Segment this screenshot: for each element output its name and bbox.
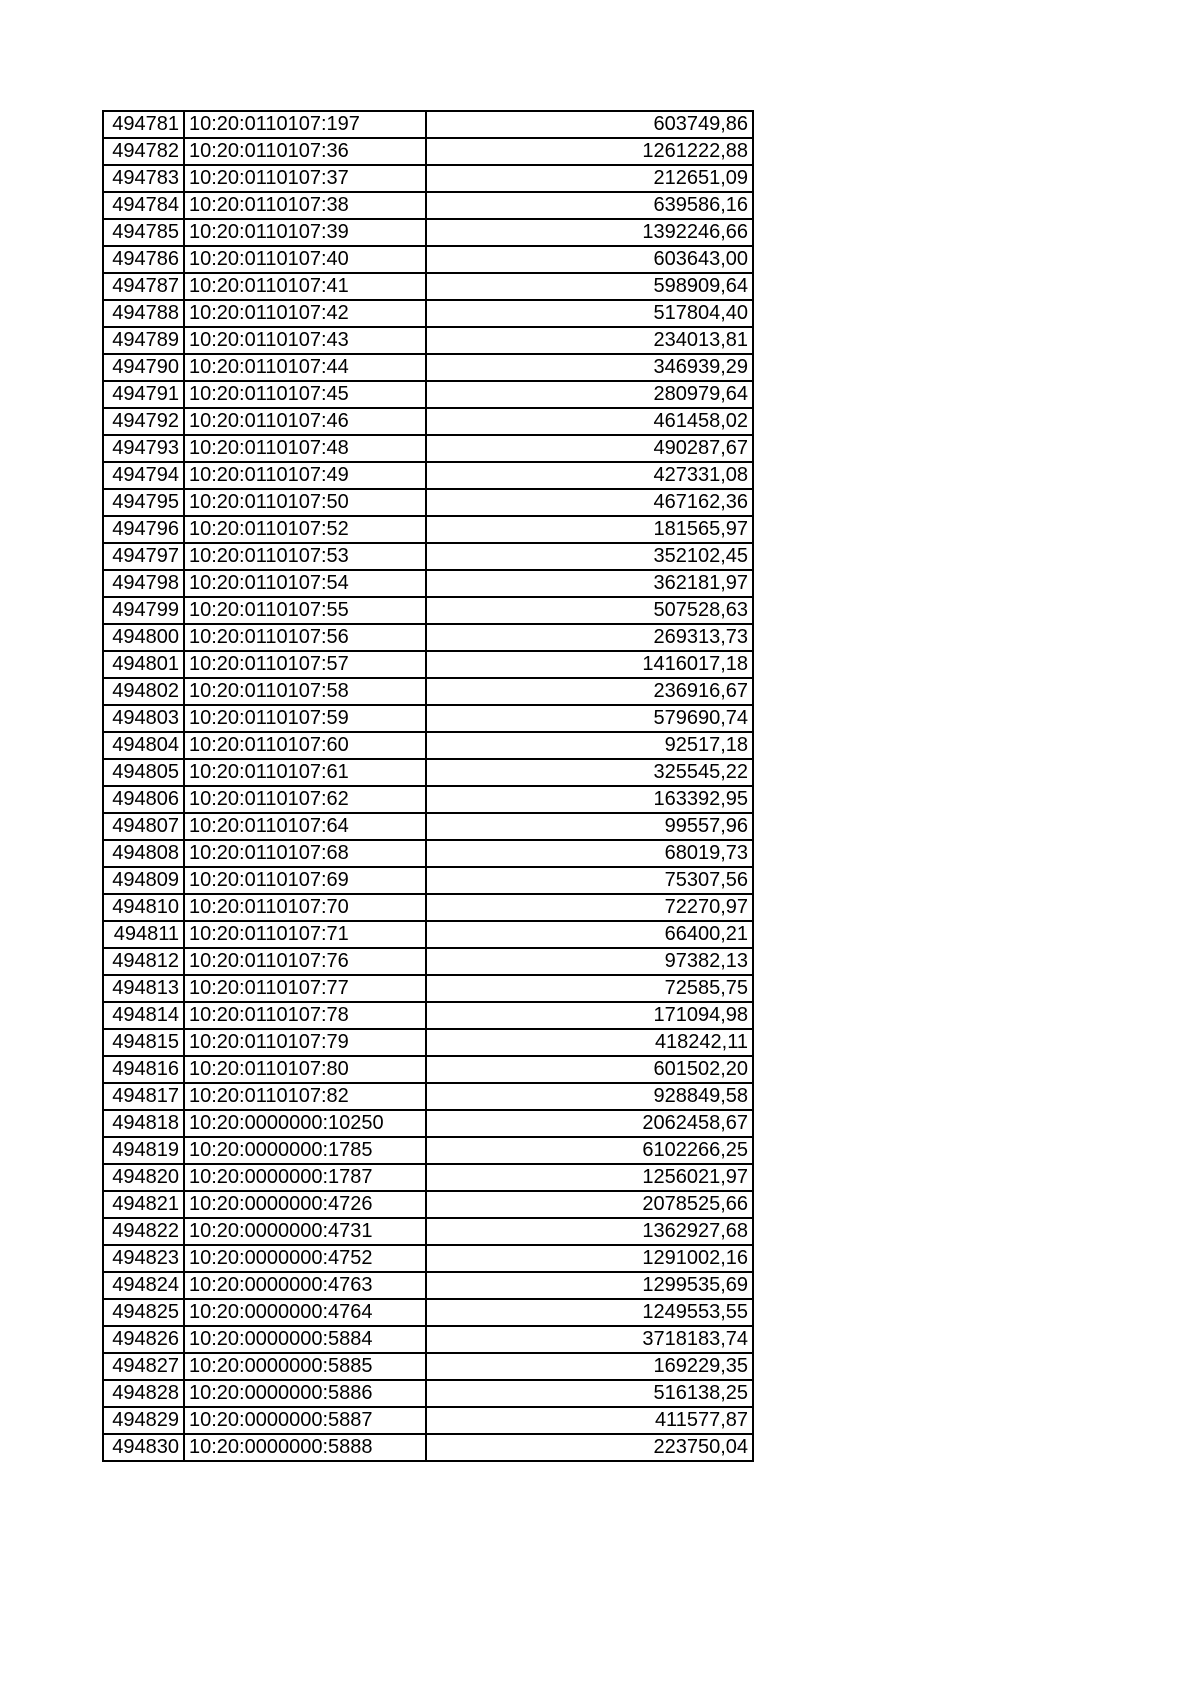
row-number-cell: 494821 [103,1191,184,1218]
cadastral-number-cell: 10:20:0110107:77 [184,975,426,1002]
table-row [103,1191,753,1218]
row-number-cell: 494803 [103,705,184,732]
row-number-cell: 494815 [103,1029,184,1056]
cadastral-number-cell: 10:20:0110107:55 [184,597,426,624]
row-number-cell: 494781 [103,111,184,138]
table-row [103,1002,753,1029]
cadastral-number-cell: 10:20:0000000:4764 [184,1299,426,1326]
row-number-cell: 494830 [103,1434,184,1461]
row-number-cell: 494806 [103,786,184,813]
row-number-cell: 494785 [103,219,184,246]
value-cell: 603643,00 [426,246,753,273]
value-cell: 1249553,55 [426,1299,753,1326]
cadastral-number-cell: 10:20:0110107:80 [184,1056,426,1083]
value-cell: 68019,73 [426,840,753,867]
cadastral-number-cell: 10:20:0110107:64 [184,813,426,840]
value-cell: 72270,97 [426,894,753,921]
value-cell: 346939,29 [426,354,753,381]
row-number-cell: 494804 [103,732,184,759]
table-row [103,516,753,543]
cadastral-number-cell: 10:20:0000000:1787 [184,1164,426,1191]
value-cell: 427331,08 [426,462,753,489]
table-row [103,1407,753,1434]
table-row [103,1029,753,1056]
cadastral-number-cell: 10:20:0110107:58 [184,678,426,705]
table-row [103,597,753,624]
value-cell: 234013,81 [426,327,753,354]
value-cell: 75307,56 [426,867,753,894]
table-row [103,138,753,165]
row-number-cell: 494818 [103,1110,184,1137]
cadastral-number-cell: 10:20:0110107:52 [184,516,426,543]
value-cell: 1299535,69 [426,1272,753,1299]
table-row [103,300,753,327]
row-number-cell: 494810 [103,894,184,921]
cadastral-number-cell: 10:20:0000000:5887 [184,1407,426,1434]
value-cell: 467162,36 [426,489,753,516]
value-cell: 236916,67 [426,678,753,705]
cadastral-number-cell: 10:20:0110107:48 [184,435,426,462]
table-row [103,246,753,273]
row-number-cell: 494788 [103,300,184,327]
cadastral-number-cell: 10:20:0110107:44 [184,354,426,381]
cadastral-number-cell: 10:20:0110107:41 [184,273,426,300]
table-row [103,786,753,813]
value-cell: 598909,64 [426,273,753,300]
cadastral-number-cell: 10:20:0110107:39 [184,219,426,246]
row-number-cell: 494814 [103,1002,184,1029]
table-row [103,1326,753,1353]
cadastral-number-cell: 10:20:0110107:61 [184,759,426,786]
value-cell: 181565,97 [426,516,753,543]
row-number-cell: 494794 [103,462,184,489]
value-cell: 362181,97 [426,570,753,597]
cadastral-number-cell: 10:20:0000000:10250 [184,1110,426,1137]
cadastral-number-cell: 10:20:0110107:40 [184,246,426,273]
cadastral-number-cell: 10:20:0110107:56 [184,624,426,651]
table-row [103,1218,753,1245]
row-number-cell: 494820 [103,1164,184,1191]
value-cell: 1291002,16 [426,1245,753,1272]
value-cell: 66400,21 [426,921,753,948]
cadastral-number-cell: 10:20:0110107:69 [184,867,426,894]
value-cell: 352102,45 [426,543,753,570]
value-cell: 579690,74 [426,705,753,732]
cadastral-number-cell: 10:20:0000000:5884 [184,1326,426,1353]
cadastral-number-cell: 10:20:0110107:37 [184,165,426,192]
row-number-cell: 494791 [103,381,184,408]
table-row [103,1164,753,1191]
value-cell: 212651,09 [426,165,753,192]
table-row [103,1056,753,1083]
cadastral-number-cell: 10:20:0110107:70 [184,894,426,921]
value-cell: 639586,16 [426,192,753,219]
row-number-cell: 494809 [103,867,184,894]
value-cell: 1261222,88 [426,138,753,165]
row-number-cell: 494801 [103,651,184,678]
value-cell: 601502,20 [426,1056,753,1083]
cadastral-number-cell: 10:20:0110107:71 [184,921,426,948]
table-row [103,867,753,894]
row-number-cell: 494784 [103,192,184,219]
cadastral-number-cell: 10:20:0000000:4763 [184,1272,426,1299]
table-row [103,1110,753,1137]
table-row [103,678,753,705]
value-cell: 269313,73 [426,624,753,651]
row-number-cell: 494812 [103,948,184,975]
cadastral-number-cell: 10:20:0110107:82 [184,1083,426,1110]
cadastral-number-cell: 10:20:0000000:5885 [184,1353,426,1380]
row-number-cell: 494782 [103,138,184,165]
cadastral-number-cell: 10:20:0110107:76 [184,948,426,975]
table-row [103,381,753,408]
value-cell: 99557,96 [426,813,753,840]
row-number-cell: 494790 [103,354,184,381]
value-cell: 72585,75 [426,975,753,1002]
row-number-cell: 494789 [103,327,184,354]
table-row [103,1137,753,1164]
value-cell: 280979,64 [426,381,753,408]
row-number-cell: 494783 [103,165,184,192]
value-cell: 411577,87 [426,1407,753,1434]
row-number-cell: 494800 [103,624,184,651]
table-row [103,1380,753,1407]
row-number-cell: 494828 [103,1380,184,1407]
cadastral-number-cell: 10:20:0110107:197 [184,111,426,138]
table-row [103,219,753,246]
cadastral-number-cell: 10:20:0000000:4731 [184,1218,426,1245]
value-cell: 1362927,68 [426,1218,753,1245]
value-cell: 163392,95 [426,786,753,813]
table-row [103,975,753,1002]
value-cell: 517804,40 [426,300,753,327]
value-cell: 6102266,25 [426,1137,753,1164]
table-row [103,570,753,597]
row-number-cell: 494792 [103,408,184,435]
row-number-cell: 494826 [103,1326,184,1353]
value-cell: 3718183,74 [426,1326,753,1353]
table-row [103,948,753,975]
table-row [103,1245,753,1272]
row-number-cell: 494823 [103,1245,184,1272]
row-number-cell: 494793 [103,435,184,462]
value-cell: 2078525,66 [426,1191,753,1218]
table-row [103,624,753,651]
value-cell: 603749,86 [426,111,753,138]
row-number-cell: 494807 [103,813,184,840]
cadastral-number-cell: 10:20:0110107:45 [184,381,426,408]
value-cell: 97382,13 [426,948,753,975]
row-number-cell: 494798 [103,570,184,597]
value-cell: 92517,18 [426,732,753,759]
table-row [103,1434,753,1461]
cadastral-number-cell: 10:20:0000000:4726 [184,1191,426,1218]
value-cell: 516138,25 [426,1380,753,1407]
row-number-cell: 494824 [103,1272,184,1299]
table-row [103,840,753,867]
cadastral-number-cell: 10:20:0110107:43 [184,327,426,354]
value-cell: 171094,98 [426,1002,753,1029]
row-number-cell: 494817 [103,1083,184,1110]
table-row [103,705,753,732]
row-number-cell: 494799 [103,597,184,624]
table-row [103,894,753,921]
value-cell: 1392246,66 [426,219,753,246]
value-cell: 461458,02 [426,408,753,435]
value-cell: 507528,63 [426,597,753,624]
cadastral-number-cell: 10:20:0110107:42 [184,300,426,327]
table-row [103,354,753,381]
row-number-cell: 494825 [103,1299,184,1326]
table-row [103,435,753,462]
table-row [103,1083,753,1110]
row-number-cell: 494822 [103,1218,184,1245]
row-number-cell: 494829 [103,1407,184,1434]
table-row [103,327,753,354]
cadastral-number-cell: 10:20:0110107:62 [184,786,426,813]
table-row [103,732,753,759]
value-cell: 169229,35 [426,1353,753,1380]
cadastral-number-cell: 10:20:0110107:57 [184,651,426,678]
cadastral-number-cell: 10:20:0110107:60 [184,732,426,759]
table-row [103,408,753,435]
value-cell: 1256021,97 [426,1164,753,1191]
value-cell: 223750,04 [426,1434,753,1461]
row-number-cell: 494787 [103,273,184,300]
row-number-cell: 494797 [103,543,184,570]
value-cell: 928849,58 [426,1083,753,1110]
cadastral-number-cell: 10:20:0110107:68 [184,840,426,867]
cadastral-number-cell: 10:20:0000000:5886 [184,1380,426,1407]
row-number-cell: 494827 [103,1353,184,1380]
row-number-cell: 494808 [103,840,184,867]
cadastral-number-cell: 10:20:0110107:79 [184,1029,426,1056]
table-row [103,192,753,219]
cadastral-number-cell: 10:20:0110107:59 [184,705,426,732]
value-cell: 325545,22 [426,759,753,786]
row-number-cell: 494813 [103,975,184,1002]
cadastral-number-cell: 10:20:0110107:49 [184,462,426,489]
cadastral-number-cell: 10:20:0000000:1785 [184,1137,426,1164]
row-number-cell: 494795 [103,489,184,516]
row-number-cell: 494805 [103,759,184,786]
table-row [103,543,753,570]
table-row [103,111,753,138]
cadastral-number-cell: 10:20:0110107:54 [184,570,426,597]
table-body [103,111,753,1461]
cadastral-number-cell: 10:20:0110107:36 [184,138,426,165]
table-row [103,165,753,192]
value-cell: 1416017,18 [426,651,753,678]
table-row [103,813,753,840]
row-number-cell: 494802 [103,678,184,705]
cadastral-number-cell: 10:20:0110107:78 [184,1002,426,1029]
table-row [103,921,753,948]
table-row [103,1353,753,1380]
cadastral-number-cell: 10:20:0000000:4752 [184,1245,426,1272]
cadastral-number-cell: 10:20:0110107:53 [184,543,426,570]
row-number-cell: 494811 [103,921,184,948]
value-cell: 2062458,67 [426,1110,753,1137]
cadastral-number-cell: 10:20:0110107:50 [184,489,426,516]
row-number-cell: 494786 [103,246,184,273]
row-number-cell: 494819 [103,1137,184,1164]
row-number-cell: 494796 [103,516,184,543]
value-cell: 490287,67 [426,435,753,462]
cadastral-number-cell: 10:20:0000000:5888 [184,1434,426,1461]
table-row [103,651,753,678]
table-row [103,1272,753,1299]
table-row [103,273,753,300]
table-row [103,462,753,489]
cadastral-number-cell: 10:20:0110107:38 [184,192,426,219]
cadastral-number-cell: 10:20:0110107:46 [184,408,426,435]
table-row [103,1299,753,1326]
table-row [103,489,753,516]
value-cell: 418242,11 [426,1029,753,1056]
row-number-cell: 494816 [103,1056,184,1083]
data-table [102,110,754,1462]
table-row [103,759,753,786]
